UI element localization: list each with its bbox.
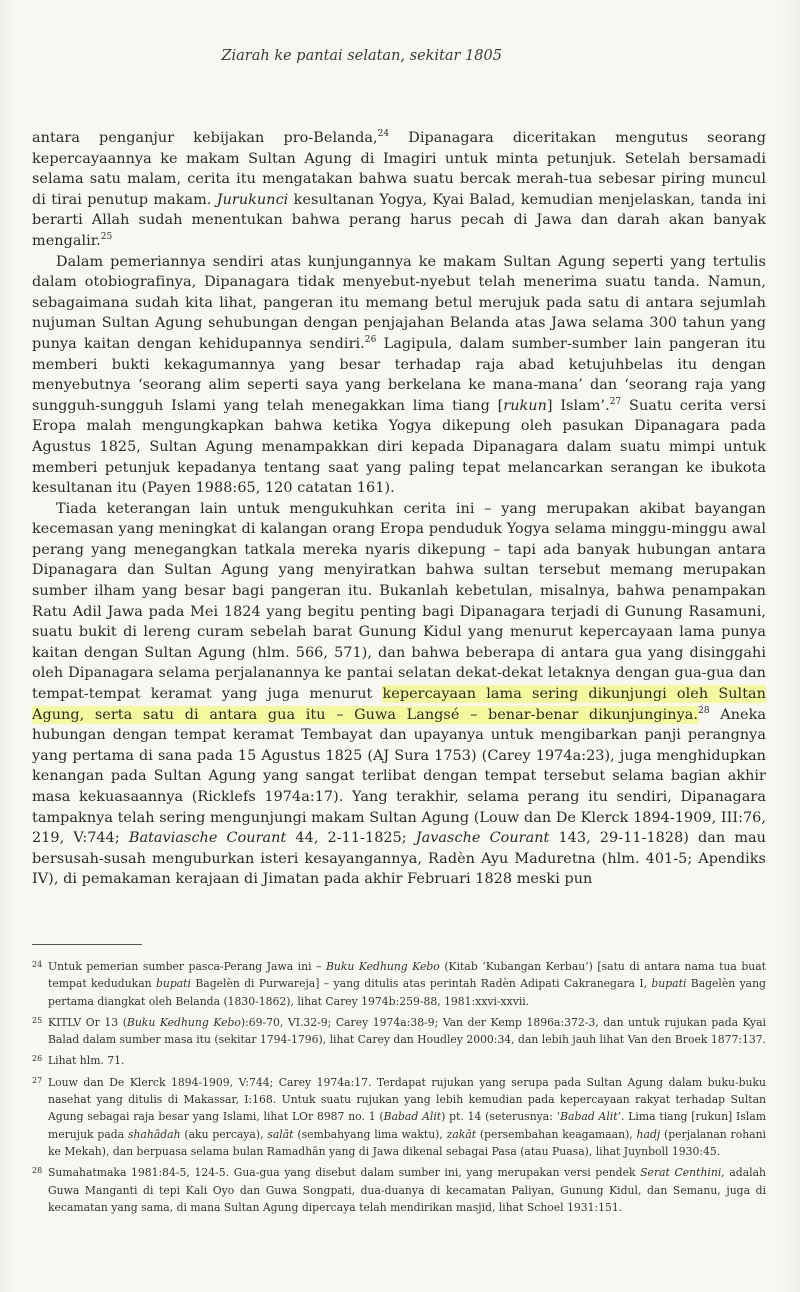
italic-term: Javasche Courant: [415, 830, 550, 847]
text-run: Aneka hubungan dengan tempat keramat Tembayat dan upayanya untuk mengibarkan panji perangnya yang pertama di sana pada 15 Agustus 1825 (AJ Sura 1753) (Carey 1974a:23), juga menghidupkan kenangan pada Sultan Agung yang sangat terlibat dengan tempat tersebut selama bagian akhir masa kekuasaannya (Ricklefs 1974a:17). Yang terakhir, selama perang itu sendiri, Dipanagara tampaknya telah sering mengunjungi makam Sultan Agung (Louw dan De Klerck 1894-1909, III:76, 219, V:744;: [32, 706, 767, 847]
text-run: ] Islam’.: [546, 397, 610, 414]
text-run: Tiada keterangan lain untuk mengukuhkan cerita ini – yang merupakan akibat bayangan kecemasan yang meningkat di kalangan orang Eropa penduduk Yogya selama minggu-minggu awal perang yang menegangkan tatkala mereka nyaris dikepung – tapi ada banyak hubungan antara Dipanagara dan Sultan Agung yang menyiratkan bahwa sultan tersebut memang merupakan sumber ilham yang besar bagi pangeran itu. Bukanlah kebetulan, misalnya, bahwa penampakan Ratu Adil Jawa pada Mei 1824 yang begitu penting bagi Dipanagara terjadi di Gunung Rasamuni, suatu bukit di lereng curam sebelah barat Gunung Kidul yang menurut kepercayaan lama punya kaitan dengan Sultan Agung (hlm. 566, 571), dan bahwa beberapa di antara gua yang disinggahi oleh Dipanagara selama perjalanannya ke pantai selatan dekat-dekat letaknya dengan gua-gua dan tempat-tempat keramat yang juga menurut: [32, 500, 766, 703]
text-run: antara penganjur kebijakan pro-Belanda,: [32, 130, 378, 146]
text-run: (aku percaya),: [180, 1127, 268, 1141]
footnote-ref-24[interactable]: 24: [377, 129, 390, 140]
footnote-24: [32, 958, 766, 1010]
italic-term: shahādah: [127, 1127, 181, 1141]
italic-term: Buku Kedhung Kebo: [126, 1015, 241, 1029]
text-run: Dipanagara diceritakan mengutus seorang kepercayaannya ke makam Sultan Agung di Imagiri untuk minta petunjuk. Setelah bersamadi selama satu malam, cerita itu mengatakan bahwa suatu bercak merah-tua sebesar piring muncul di tirai penutup makam.: [32, 130, 766, 208]
text-run: Bagelèn di Purwareja] – yang ditulis atas perintah Radèn Adipati Cakranegara I,: [190, 977, 652, 991]
italic-term: hadj: [636, 1127, 661, 1141]
italic-term: Babad Alit: [383, 1110, 442, 1124]
text-run: (Kitab ‘Kubangan Kerbau’) [satu di antara nama tua buat tempat kedudukan: [48, 960, 766, 991]
footnote-ref-25[interactable]: 25: [100, 232, 113, 243]
paragraph-1: [32, 128, 766, 252]
italic-term: salāt: [267, 1127, 294, 1141]
text-run: (perjalanan rohani ke Mekah), dan berpuasa selama bulan Ramadhān yang di Jawa dikenal sebagai Pasa (atau Puasa), lihat Juynboll 1930:45.: [48, 1127, 766, 1158]
text-run: ’. Lima tiang [rukun] Islam merujuk pada: [48, 1110, 766, 1141]
italic-term: bupati: [651, 977, 687, 991]
text-run: Untuk pemerian sumber pasca-Perang Jawa ini –: [48, 960, 326, 973]
highlighted-passage: kepercayaan lama sering dikunjungi oleh Sultan Agung, serta satu di antara gua itu – Guwa Langsé – benar-benar dikunjunginya.: [32, 686, 766, 723]
italic-term: Buku Kedhung Kebo: [325, 960, 440, 973]
text-run: ) pt. 14 (seterusnya: ‘: [441, 1110, 561, 1124]
footnote-25: [32, 1014, 766, 1049]
italic-term: Serat Centhini: [640, 1166, 722, 1180]
italic-term: zakāt: [446, 1127, 477, 1141]
footnote-number: 25: [32, 1015, 43, 1025]
text-run: (sembahyang lima waktu),: [293, 1127, 447, 1141]
footnote-28: [32, 1164, 766, 1216]
text-run: Lihat hlm. 71.: [48, 1054, 125, 1068]
text-run: Lagipula, dalam sumber-sumber lain pangeran itu memberi bukti kekagumannya yang besar terhadap raja abad ketujuhbelas itu dengan menyebutnya ‘seorang alim seperti saya yang berkelana ke mana-mana’ dan ‘seorang raja yang sungguh-sungguh Islami yang telah menegakkan lima tiang [: [32, 335, 766, 414]
text-run: (persembahan keagamaan),: [476, 1127, 637, 1141]
italic-term: Bataviasche Courant: [128, 830, 287, 847]
footnote-number: 27: [32, 1075, 43, 1085]
footnote-number: 28: [32, 1166, 43, 1176]
footnote-number: 24: [32, 960, 43, 969]
running-header: Ziarah ke pantai selatan, sekitar 1805: [221, 48, 502, 64]
italic-term: Jurukunci: [216, 191, 289, 208]
footnote-ref-28[interactable]: 28: [698, 705, 710, 716]
italic-term: rukun: [503, 397, 547, 414]
text-run: Dalam pemeriannya sendiri atas kunjungannya ke makam Sultan Agung seperti yang tertulis dalam otobiografinya, Dipanagara tidak menyebut-nyebut telah menerima suatu tanda. Namun, sebagaimana sudah kita lihat, pangeran itu memang betul merujuk pada satu di antara sejumlah nujuman Sultan Agung sehubungan dengan penjajahan Belanda atas Jawa selama 300 tahun yang punya kaitan dengan kehidupannya sendiri.: [32, 253, 766, 352]
paragraph-3: [32, 499, 766, 890]
text-run: KITLV Or 13 (: [48, 1015, 127, 1029]
text-run: Sumahatmaka 1981:84-5, 124-5. Gua-gua yang disebut dalam sumber ini, yang merupakan versi pendek: [48, 1166, 641, 1180]
text-run: Suatu cerita versi Eropa malah mengungkapkan bahwa ketika Yogya dikepung oleh pasukan Dipanagara pada Agustus 1825, Sultan Agung menampakkan diri kepada Dipanagara dalam suatu mimpi untuk memberi petunjuk kepadanya tentang saat yang paling tepat melancarkan serangan ke ibukota kesultanan itu (Payen 1988:65, 120 catatan 161).: [32, 397, 767, 497]
main-text: [32, 128, 766, 890]
text-run: , adalah Guwa Manganti di tepi Kali Oyo dan Guwa Songpati, dua-duanya di kecamatan Paliyan, Gunung Kidul, dan Semanu, juga di kecamatan yang sama, di mana Sultan Agung dipercaya telah mendirikan masjid, lihat Schoel 1931:151.: [48, 1166, 766, 1214]
footnote-ref-27[interactable]: 27: [609, 396, 622, 407]
text-run: kesultanan Yogya, Kyai Balad, kemudian menjelaskan, tanda ini berarti Allah sudah menentukan bahwa perang harus pecah di Jawa dan darah akan banyak mengalir.: [32, 191, 766, 249]
footnote-27: [32, 1074, 766, 1160]
italic-term: Babad Alit: [560, 1110, 618, 1124]
paragraph-2: [32, 252, 766, 499]
text-run: Louw dan De Klerck 1894-1909, V:744; Carey 1974a:17. Terdapat rujukan yang serupa pada Sultan Agung dalam buku-buku nasehat yang ditulis di Makassar, I:168. Untuk suatu rujukan yang lebih kemudian pada kepercayaan rakyat terhadap Sultan Agung sebagai raja besar yang Islami, lihat LOr 8987 no. 1 (: [48, 1075, 766, 1124]
text-run: 44, 2-11-1825;: [286, 830, 416, 847]
italic-term: bupati: [155, 977, 191, 991]
footnotes: [32, 958, 766, 1220]
footnote-26: [32, 1052, 766, 1069]
text-run: 143, 29-11-1828) dan mau bersusah-susah menguburkan isteri kesayangannya, Radèn Ayu Maduretna (hlm. 401-5; Apendiks IV), di pemakaman kerajaan di Jimatan pada akhir Februari 1828 meski pun: [32, 830, 766, 888]
footnote-divider: [32, 944, 142, 945]
text-run: ):69-70, VI.32-9; Carey 1974a:38-9; Van der Kemp 1896a:372-3, dan untuk rujukan pada Kyai Balad dalam sumber masa itu (sekitar 1794-1796), lihat Carey dan Houdley 2000:34, dan lebih jauh lihat Van den Broek 1877:137.: [48, 1015, 766, 1047]
footnote-ref-26[interactable]: 26: [364, 335, 377, 346]
text-run: Bagelèn yang pertama diangkat oleh Belanda (1830-1862), lihat Carey 1974b:259-88, 1981:xxvi-xxvii.: [48, 977, 766, 1008]
footnote-number: 26: [32, 1054, 43, 1064]
